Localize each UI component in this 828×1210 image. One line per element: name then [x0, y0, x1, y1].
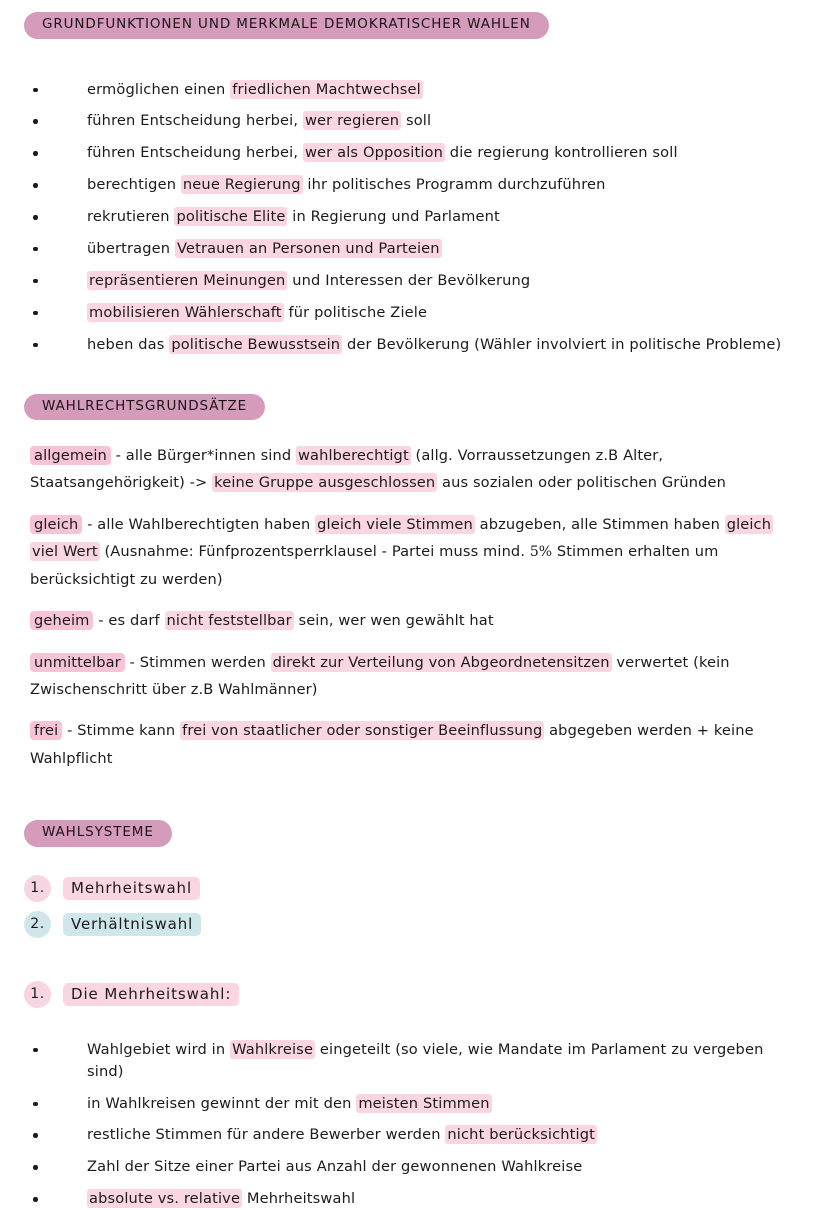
list-item: führen Entscheidung herbei, wer als Opposition die regierung kontrollieren soll — [24, 142, 800, 164]
item-number-badge: 1. — [24, 875, 51, 902]
highlight-text: wer regieren — [304, 112, 400, 130]
highlight-text: Wahlkreise — [232, 1040, 314, 1058]
list-item: in Wahlkreisen gewinnt der mit den meisten Stimmen — [24, 1093, 800, 1115]
grundsatz-entry: geheim - es darf nicht feststellbar sein, wer wen gewählt hat — [24, 607, 800, 634]
item-number-badge: 2. — [24, 911, 51, 938]
list-item: ermöglichen einen friedlichen Machtwechsel — [24, 79, 800, 101]
section-header-wahlrechtsgrundsaetze — [24, 394, 800, 421]
list-item: restliche Stimmen für andere Bewerber werden nicht berücksichtigt — [24, 1124, 800, 1146]
list-item: übertragen Vetrauen an Personen und Parteien — [24, 238, 800, 260]
highlight-text: Vetrauen an Personen und Parteien — [176, 239, 440, 257]
list-item: Wahlgebiet wird in Wahlkreise eingeteilt (so viele, wie Mandate im Parlament zu vergeben sind) — [24, 1039, 800, 1083]
highlight-text: frei von staatlicher oder sonstiger Beeinflussung — [182, 722, 543, 740]
section-title-grundfunktionen: GRUNDFUNKTIONEN UND MERKMALE DEMOKRATISCHER WAHLEN — [24, 12, 549, 39]
highlight-text: meisten Stimmen — [358, 1094, 490, 1112]
item-label: Verhältniswahl — [63, 913, 201, 936]
grundsatz-term: allgemein — [30, 446, 111, 465]
grundsatz-term: unmittelbar — [30, 653, 125, 672]
list-item: repräsentieren Meinungen und Interessen der Bevölkerung — [24, 270, 800, 292]
mehrheitswahl-bullet-list — [24, 1039, 800, 1210]
highlight-text: wer als Opposition — [304, 144, 444, 162]
highlight-text: repräsentieren Meinungen — [89, 271, 286, 289]
section-header-wahlsysteme — [24, 820, 800, 847]
highlight-text: mobilisieren Wählerschaft — [89, 303, 282, 321]
item-number-badge: 1. — [24, 981, 51, 1008]
grundfunktionen-bullet-list — [24, 79, 800, 356]
grundsatz-entry: unmittelbar - Stimmen werden direkt zur Verteilung von Abgeordnetensitzen verwertet (kein Zwischenschritt über z.B Wahlmänner) — [30, 653, 730, 698]
wahlsysteme-numbered-list — [24, 875, 800, 938]
list-item: mobilisieren Wählerschaft für politische Ziele — [24, 302, 800, 324]
section-title-wahlrechtsgrundsaetze: WAHLRECHTSGRUNDSÄTZE — [24, 394, 265, 421]
highlight-text: politische Elite — [176, 208, 286, 226]
numbered-item — [24, 911, 800, 938]
grundsatz-term: frei — [30, 721, 62, 740]
grundsatz-term: gleich — [30, 515, 82, 534]
percent-value: 5% — [529, 544, 553, 561]
highlight-text: nicht berücksichtigt — [447, 1126, 596, 1144]
grundsatz-entry: gleich - alle Wahlberechtigten haben gleich viele Stimmen abzugeben, alle Stimmen haben gleich viel Wert (Ausnahme: Fünfprozentsperrklausel - Partei muss mind. 5% Stimmen erhalten um berücksichtigt zu werden) — [30, 515, 772, 588]
item-label: Die Mehrheitswahl: — [63, 983, 239, 1006]
grundsatz-entry: allgemein - alle Bürger*innen sind wahlberechtigt (allg. Vorraussetzungen z.B Alter, Staatsangehörigkeit) -> keine Gruppe ausgeschlossen aus sozialen oder politischen Gründen — [30, 447, 726, 492]
highlight-text: gleich viele Stimmen — [317, 515, 473, 533]
list-item: absolute vs. relative Mehrheitswahl — [24, 1188, 800, 1210]
list-item: berechtigen neue Regierung ihr politisches Programm durchzuführen — [24, 174, 800, 196]
section-header-grundfunktionen — [24, 12, 800, 39]
highlight-text: direkt zur Verteilung von Abgeordnetensitzen — [272, 653, 610, 671]
list-item: rekrutieren politische Elite in Regierung und Parlament — [24, 206, 800, 228]
list-item: führen Entscheidung herbei, wer regieren soll — [24, 110, 800, 132]
highlight-text: friedlichen Machtwechsel — [232, 80, 421, 98]
numbered-item — [24, 981, 800, 1008]
highlight-text: keine Gruppe ausgeschlossen — [214, 474, 436, 492]
highlight-text: politische Bewusstsein — [171, 335, 341, 353]
section-title-wahlsysteme: WAHLSYSTEME — [24, 820, 172, 847]
numbered-item — [24, 875, 800, 902]
highlight-text: nicht feststellbar — [166, 612, 292, 630]
list-item: Zahl der Sitze einer Partei aus Anzahl der gewonnenen Wahlkreise — [24, 1156, 800, 1178]
wahlrechtsgrundsaetze-entries — [24, 442, 800, 772]
wahlsysteme-subheading — [24, 981, 800, 1008]
highlight-text: gleich viel Wert — [32, 515, 772, 561]
highlight-text: wahlberechtigt — [297, 447, 409, 465]
highlight-text: absolute vs. relative — [89, 1190, 241, 1208]
item-label: Mehrheitswahl — [63, 877, 200, 900]
highlight-text: neue Regierung — [182, 176, 301, 194]
grundsatz-term: geheim — [30, 611, 93, 630]
grundsatz-entry: frei - Stimme kann frei von staatlicher oder sonstiger Beeinflussung abgegeben werden + keine Wahlpflicht — [30, 722, 754, 767]
list-item: heben das politische Bewusstsein der Bevölkerung (Wähler involviert in politische Probleme) — [24, 334, 800, 356]
